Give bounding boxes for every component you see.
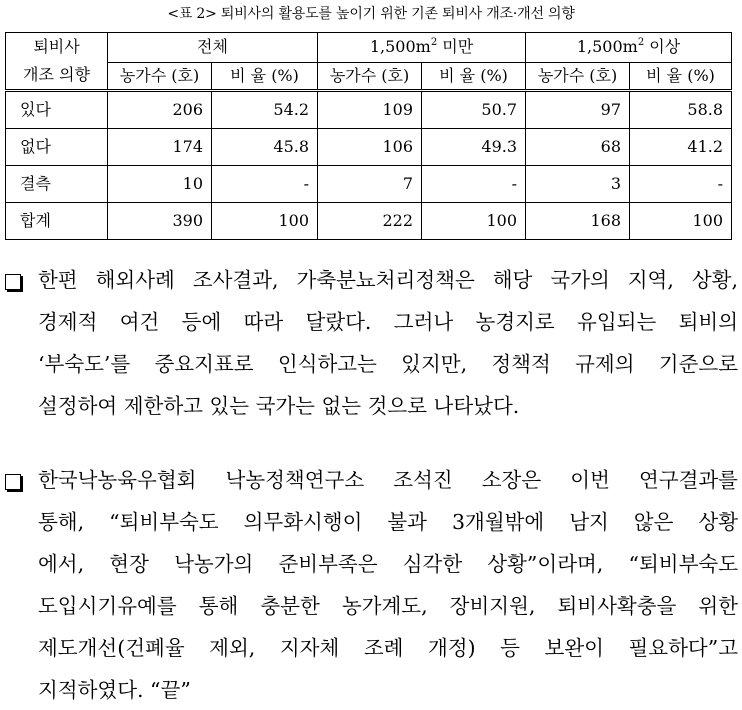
paragraph-line: 지적하였다. “끝” [38,678,191,702]
table-cell: 168 [526,203,630,240]
group-label: 전체 [197,37,228,57]
row-label: 합계 [6,203,108,240]
table-cell: 390 [108,203,212,240]
table-cell: - [212,166,318,203]
paragraph-line: 경제적 여건 등에 따라 달랐다. 그러나 농경지로 유입되는 퇴비의 [38,310,738,334]
checkbox-bullet-icon [5,274,21,290]
table-cell: 97 [526,91,630,129]
group-label: 1,500m [369,37,431,57]
group-header-over-1500 [526,33,732,63]
table-cell: 50.7 [422,91,526,129]
table-row [6,129,732,166]
row-label: 있다 [6,91,108,129]
table-cell: 68 [526,129,630,166]
table-row [6,91,732,129]
stub-header-line1: 퇴비사 [33,37,80,56]
table-cell: 41.2 [630,129,732,166]
paragraph-line: 제도개선(건폐율 제외, 지자체 조례 개정) 등 보완이 필요하다”고 [38,636,738,660]
table-cell: 100 [422,203,526,240]
paragraph-line: 한국낙농육우협회 낙농정책연구소 조석진 소장은 이번 연구결과를 [38,468,738,492]
group-suffix: 미만 [437,37,474,57]
paragraph-line: 설정하여 제한하고 있는 국가는 없는 것으로 나타났다. [38,394,520,418]
table-row [6,203,732,240]
survey-table [5,32,732,240]
table-cell: 54.2 [212,91,318,129]
subheader-cell: 농가수 (호) [526,62,630,91]
table-caption: <표 2> 퇴비사의 활용도를 높이기 위한 기존 퇴비사 개조·개선 의향 [167,6,575,22]
table-cell: 222 [318,203,422,240]
table-cell: 206 [108,91,212,129]
paragraph-line: 에서, 현장 낙농가의 준비부족은 심각한 상황”이라며, “퇴비부숙도 [38,552,738,576]
stub-header [6,33,108,91]
stub-header-line2: 개조 의향 [23,65,90,84]
table-cell: 45.8 [212,129,318,166]
table-cell: 100 [630,203,732,240]
subheader-cell: 비 율 (%) [212,62,318,91]
table-cell: 10 [108,166,212,203]
paragraph-line: 통해, “퇴비부숙도 의무화시행이 불과 3개월밖에 남지 않은 상황 [38,510,738,534]
table-cell: 49.3 [422,129,526,166]
table-cell: 3 [526,166,630,203]
table-cell: 100 [212,203,318,240]
subheader-cell: 농가수 (호) [318,62,422,91]
subheader-cell: 농가수 (호) [108,62,212,91]
subheader-cell: 비 율 (%) [422,62,526,91]
group-suffix: 이상 [644,37,681,57]
table-row [6,166,732,203]
table-cell: - [422,166,526,203]
group-label: 1,500m [576,37,638,57]
row-label: 없다 [6,129,108,166]
unit-superscript: 2 [430,36,438,48]
paragraph-line: 도입시기유예를 통해 충분한 농가계도, 장비지원, 퇴비사확충을 위한 [38,594,738,618]
table-cell: 7 [318,166,422,203]
table-cell: 174 [108,129,212,166]
group-header-under-1500 [318,33,526,63]
row-label: 결측 [6,166,108,203]
table-cell: 58.8 [630,91,732,129]
table-cell: - [630,166,732,203]
table-cell: 106 [318,129,422,166]
group-header-total [108,33,318,63]
unit-superscript: 2 [637,36,645,48]
subheader-cell: 비 율 (%) [630,62,732,91]
paragraph-line: 한편 해외사례 조사결과, 가축분뇨처리정책은 해당 국가의 지역, 상황, [38,268,738,292]
table-cell: 109 [318,91,422,129]
checkbox-bullet-icon [5,474,21,490]
paragraph-line: ‘부숙도’를 중요지표로 인식하고는 있지만, 정책적 규제의 기준으로 [38,352,738,376]
